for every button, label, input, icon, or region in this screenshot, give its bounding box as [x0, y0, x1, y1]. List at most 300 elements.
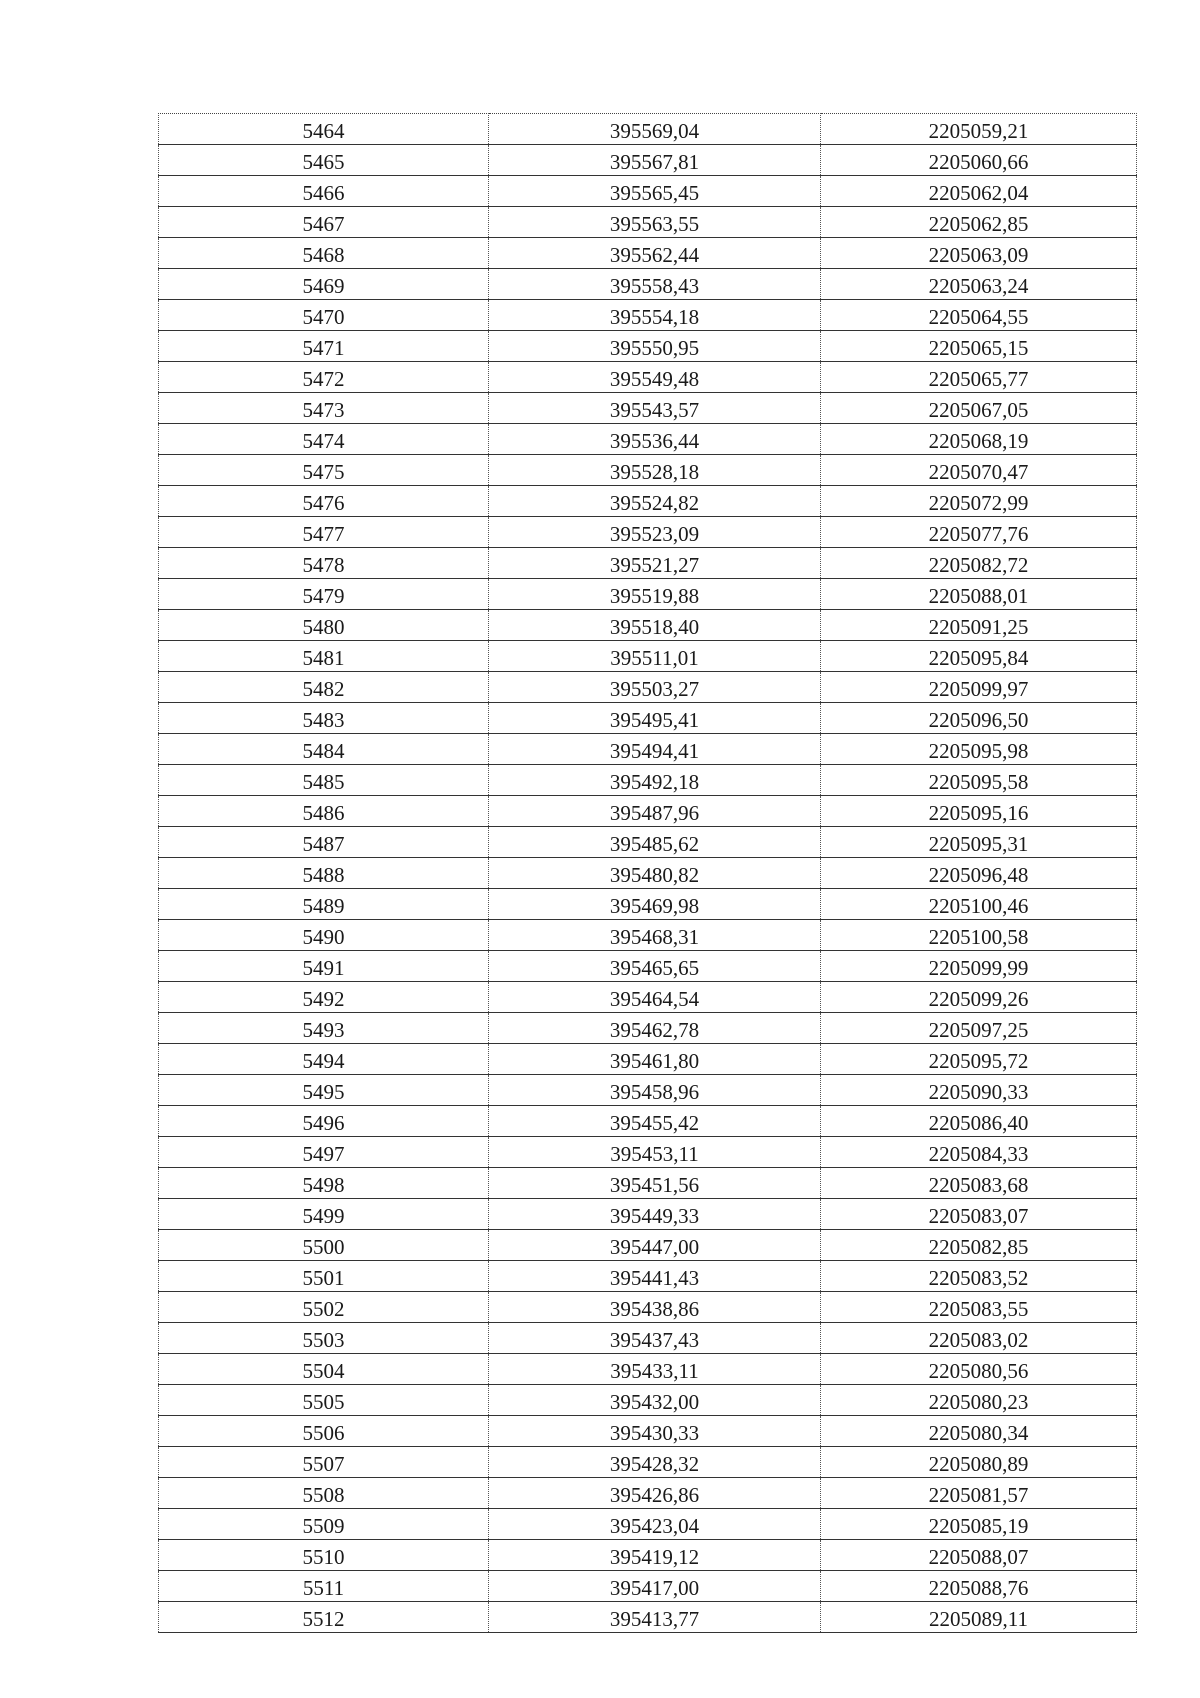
y-coordinate-cell	[821, 920, 1137, 951]
cell-value: 2205099,26	[928, 987, 1029, 1011]
x-coordinate-cell	[489, 1416, 821, 1447]
cell-value: 5511	[302, 1576, 345, 1600]
point-number-cell	[159, 331, 489, 362]
cell-value: 2205080,89	[928, 1452, 1029, 1476]
x-coordinate-cell	[489, 1478, 821, 1509]
x-coordinate-cell	[489, 765, 821, 796]
x-coordinate-cell	[489, 1168, 821, 1199]
coordinates-table	[158, 113, 1137, 1633]
y-coordinate-cell	[821, 579, 1137, 610]
cell-value: 5488	[302, 863, 345, 887]
cell-value: 395558,43	[609, 274, 700, 298]
table-row	[159, 1261, 1137, 1292]
cell-value: 2205072,99	[928, 491, 1029, 515]
point-number-cell	[159, 424, 489, 455]
cell-value: 395453,11	[610, 1142, 699, 1166]
cell-value: 2205083,07	[928, 1204, 1029, 1228]
cell-value: 5491	[302, 956, 345, 980]
cell-value: 5476	[302, 491, 345, 515]
cell-value: 395419,12	[609, 1545, 700, 1569]
y-coordinate-cell	[821, 672, 1137, 703]
x-coordinate-cell	[489, 238, 821, 269]
x-coordinate-cell	[489, 672, 821, 703]
cell-value: 395468,31	[609, 925, 700, 949]
point-number-cell	[159, 610, 489, 641]
cell-value: 395458,96	[609, 1080, 700, 1104]
cell-value: 395492,18	[609, 770, 700, 794]
y-coordinate-cell	[821, 486, 1137, 517]
y-coordinate-cell	[821, 207, 1137, 238]
table-row	[159, 1292, 1137, 1323]
cell-value: 2205096,50	[928, 708, 1029, 732]
point-number-cell	[159, 145, 489, 176]
point-number-cell	[159, 951, 489, 982]
point-number-cell	[159, 1168, 489, 1199]
y-coordinate-cell	[821, 176, 1137, 207]
cell-value: 395430,33	[609, 1421, 700, 1445]
point-number-cell	[159, 1292, 489, 1323]
x-coordinate-cell	[489, 734, 821, 765]
cell-value: 5510	[302, 1545, 345, 1569]
cell-value: 5495	[302, 1080, 345, 1104]
point-number-cell	[159, 1323, 489, 1354]
cell-value: 2205097,25	[928, 1018, 1029, 1042]
y-coordinate-cell	[821, 362, 1137, 393]
x-coordinate-cell	[489, 176, 821, 207]
y-coordinate-cell	[821, 424, 1137, 455]
cell-value: 2205082,85	[928, 1235, 1029, 1259]
cell-value: 5504	[302, 1359, 345, 1383]
x-coordinate-cell	[489, 486, 821, 517]
cell-value: 2205083,52	[928, 1266, 1029, 1290]
cell-value: 2205095,58	[928, 770, 1029, 794]
cell-value: 5464	[302, 119, 345, 143]
x-coordinate-cell	[489, 145, 821, 176]
cell-value: 395432,00	[609, 1390, 700, 1414]
y-coordinate-cell	[821, 1323, 1137, 1354]
table-row	[159, 796, 1137, 827]
point-number-cell	[159, 1137, 489, 1168]
x-coordinate-cell	[489, 269, 821, 300]
cell-value: 5483	[302, 708, 345, 732]
cell-value: 395536,44	[609, 429, 700, 453]
cell-value: 2205086,40	[928, 1111, 1029, 1135]
cell-value: 2205095,72	[928, 1049, 1029, 1073]
x-coordinate-cell	[489, 703, 821, 734]
y-coordinate-cell	[821, 517, 1137, 548]
cell-value: 5468	[302, 243, 345, 267]
cell-value: 2205095,98	[928, 739, 1029, 763]
cell-value: 395519,88	[609, 584, 700, 608]
x-coordinate-cell	[489, 114, 821, 145]
cell-value: 2205091,25	[928, 615, 1029, 639]
cell-value: 395480,82	[609, 863, 700, 887]
cell-value: 395449,33	[609, 1204, 700, 1228]
cell-value: 5501	[302, 1266, 345, 1290]
x-coordinate-cell	[489, 1013, 821, 1044]
point-number-cell	[159, 858, 489, 889]
point-number-cell	[159, 114, 489, 145]
table-row	[159, 114, 1137, 145]
cell-value: 5497	[302, 1142, 345, 1166]
cell-value: 5481	[302, 646, 345, 670]
cell-value: 395550,95	[609, 336, 700, 360]
table-row	[159, 982, 1137, 1013]
point-number-cell	[159, 300, 489, 331]
point-number-cell	[159, 517, 489, 548]
table-row	[159, 455, 1137, 486]
cell-value: 395528,18	[609, 460, 700, 484]
point-number-cell	[159, 1385, 489, 1416]
table-row	[159, 920, 1137, 951]
cell-value: 5482	[302, 677, 345, 701]
table-row	[159, 1044, 1137, 1075]
cell-value: 2205083,68	[928, 1173, 1029, 1197]
y-coordinate-cell	[821, 1199, 1137, 1230]
x-coordinate-cell	[489, 579, 821, 610]
point-number-cell	[159, 920, 489, 951]
cell-value: 395413,77	[609, 1607, 700, 1631]
point-number-cell	[159, 486, 489, 517]
point-number-cell	[159, 703, 489, 734]
cell-value: 395438,86	[609, 1297, 700, 1321]
y-coordinate-cell	[821, 1137, 1137, 1168]
y-coordinate-cell	[821, 610, 1137, 641]
cell-value: 395417,00	[609, 1576, 700, 1600]
x-coordinate-cell	[489, 207, 821, 238]
x-coordinate-cell	[489, 548, 821, 579]
cell-value: 2205077,76	[928, 522, 1029, 546]
y-coordinate-cell	[821, 765, 1137, 796]
y-coordinate-cell	[821, 1509, 1137, 1540]
cell-value: 2205099,99	[928, 956, 1029, 980]
table-row	[159, 765, 1137, 796]
point-number-cell	[159, 734, 489, 765]
cell-value: 5512	[302, 1607, 345, 1631]
cell-value: 5503	[302, 1328, 345, 1352]
y-coordinate-cell	[821, 269, 1137, 300]
point-number-cell	[159, 889, 489, 920]
cell-value: 2205095,16	[928, 801, 1029, 825]
cell-value: 2205099,97	[928, 677, 1029, 701]
cell-value: 2205082,72	[928, 553, 1029, 577]
cell-value: 395549,48	[609, 367, 700, 391]
cell-value: 5472	[302, 367, 345, 391]
point-number-cell	[159, 238, 489, 269]
cell-value: 5465	[302, 150, 345, 174]
cell-value: 395462,78	[609, 1018, 700, 1042]
table-row	[159, 1168, 1137, 1199]
y-coordinate-cell	[821, 1571, 1137, 1602]
x-coordinate-cell	[489, 1447, 821, 1478]
table-row	[159, 1013, 1137, 1044]
table-row	[159, 145, 1137, 176]
cell-value: 5499	[302, 1204, 345, 1228]
table-row	[159, 827, 1137, 858]
cell-value: 5489	[302, 894, 345, 918]
point-number-cell	[159, 1602, 489, 1633]
x-coordinate-cell	[489, 1137, 821, 1168]
cell-value: 5480	[302, 615, 345, 639]
cell-value: 5477	[302, 522, 345, 546]
table-row	[159, 1602, 1137, 1633]
cell-value: 5473	[302, 398, 345, 422]
table-row	[159, 858, 1137, 889]
cell-value: 395487,96	[609, 801, 700, 825]
cell-value: 395423,04	[609, 1514, 700, 1538]
cell-value: 2205068,19	[928, 429, 1029, 453]
cell-value: 395494,41	[609, 739, 700, 763]
cell-value: 395464,54	[609, 987, 700, 1011]
cell-value: 2205081,57	[928, 1483, 1029, 1507]
y-coordinate-cell	[821, 982, 1137, 1013]
table-row	[159, 1106, 1137, 1137]
cell-value: 5486	[302, 801, 345, 825]
point-number-cell	[159, 393, 489, 424]
cell-value: 5487	[302, 832, 345, 856]
cell-value: 395543,57	[609, 398, 700, 422]
table-row	[159, 1447, 1137, 1478]
cell-value: 395524,82	[609, 491, 700, 515]
y-coordinate-cell	[821, 393, 1137, 424]
cell-value: 2205088,01	[928, 584, 1029, 608]
table-row	[159, 1540, 1137, 1571]
cell-value: 5507	[302, 1452, 345, 1476]
point-number-cell	[159, 455, 489, 486]
cell-value: 5490	[302, 925, 345, 949]
table-row	[159, 331, 1137, 362]
point-number-cell	[159, 827, 489, 858]
table-row	[159, 1199, 1137, 1230]
point-number-cell	[159, 1447, 489, 1478]
table-row	[159, 889, 1137, 920]
cell-value: 395567,81	[609, 150, 700, 174]
cell-value: 2205088,07	[928, 1545, 1029, 1569]
cell-value: 2205083,02	[928, 1328, 1029, 1352]
cell-value: 5508	[302, 1483, 345, 1507]
y-coordinate-cell	[821, 1602, 1137, 1633]
point-number-cell	[159, 1354, 489, 1385]
cell-value: 5500	[302, 1235, 345, 1259]
cell-value: 5467	[302, 212, 345, 236]
point-number-cell	[159, 982, 489, 1013]
cell-value: 2205096,48	[928, 863, 1029, 887]
cell-value: 2205095,31	[928, 832, 1029, 856]
y-coordinate-cell	[821, 1292, 1137, 1323]
point-number-cell	[159, 641, 489, 672]
x-coordinate-cell	[489, 1261, 821, 1292]
x-coordinate-cell	[489, 920, 821, 951]
y-coordinate-cell	[821, 1261, 1137, 1292]
x-coordinate-cell	[489, 982, 821, 1013]
cell-value: 395455,42	[609, 1111, 700, 1135]
cell-value: 2205100,46	[928, 894, 1029, 918]
table-row	[159, 269, 1137, 300]
x-coordinate-cell	[489, 1075, 821, 1106]
x-coordinate-cell	[489, 424, 821, 455]
x-coordinate-cell	[489, 1199, 821, 1230]
y-coordinate-cell	[821, 951, 1137, 982]
point-number-cell	[159, 269, 489, 300]
cell-value: 5498	[302, 1173, 345, 1197]
cell-value: 5494	[302, 1049, 345, 1073]
point-number-cell	[159, 1013, 489, 1044]
y-coordinate-cell	[821, 1230, 1137, 1261]
cell-value: 395518,40	[609, 615, 700, 639]
x-coordinate-cell	[489, 641, 821, 672]
x-coordinate-cell	[489, 827, 821, 858]
point-number-cell	[159, 207, 489, 238]
cell-value: 395569,04	[609, 119, 700, 143]
x-coordinate-cell	[489, 1571, 821, 1602]
cell-value: 2205084,33	[928, 1142, 1029, 1166]
x-coordinate-cell	[489, 610, 821, 641]
table-row	[159, 1509, 1137, 1540]
y-coordinate-cell	[821, 827, 1137, 858]
cell-value: 2205059,21	[928, 119, 1029, 143]
cell-value: 5478	[302, 553, 345, 577]
y-coordinate-cell	[821, 1354, 1137, 1385]
point-number-cell	[159, 1540, 489, 1571]
table-row	[159, 238, 1137, 269]
cell-value: 2205067,05	[928, 398, 1029, 422]
cell-value: 395565,45	[609, 181, 700, 205]
cell-value: 2205100,58	[928, 925, 1029, 949]
point-number-cell	[159, 1106, 489, 1137]
cell-value: 2205090,33	[928, 1080, 1029, 1104]
table-row	[159, 734, 1137, 765]
y-coordinate-cell	[821, 331, 1137, 362]
cell-value: 2205063,09	[928, 243, 1029, 267]
cell-value: 2205088,76	[928, 1576, 1029, 1600]
table-row	[159, 641, 1137, 672]
x-coordinate-cell	[489, 362, 821, 393]
cell-value: 5474	[302, 429, 345, 453]
x-coordinate-cell	[489, 393, 821, 424]
point-number-cell	[159, 1509, 489, 1540]
cell-value: 395441,43	[609, 1266, 700, 1290]
cell-value: 2205080,23	[928, 1390, 1029, 1414]
cell-value: 5475	[302, 460, 345, 484]
table-row	[159, 1571, 1137, 1602]
point-number-cell	[159, 1416, 489, 1447]
table-row	[159, 579, 1137, 610]
cell-value: 395433,11	[610, 1359, 699, 1383]
y-coordinate-cell	[821, 114, 1137, 145]
x-coordinate-cell	[489, 858, 821, 889]
coordinates-table-body	[159, 114, 1137, 1633]
y-coordinate-cell	[821, 1447, 1137, 1478]
point-number-cell	[159, 1478, 489, 1509]
cell-value: 2205080,34	[928, 1421, 1029, 1445]
cell-value: 5466	[302, 181, 345, 205]
point-number-cell	[159, 1571, 489, 1602]
x-coordinate-cell	[489, 796, 821, 827]
x-coordinate-cell	[489, 1044, 821, 1075]
table-row	[159, 1354, 1137, 1385]
cell-value: 5496	[302, 1111, 345, 1135]
table-row	[159, 176, 1137, 207]
table-row	[159, 1478, 1137, 1509]
cell-value: 395563,55	[609, 212, 700, 236]
y-coordinate-cell	[821, 1106, 1137, 1137]
x-coordinate-cell	[489, 889, 821, 920]
cell-value: 395523,09	[609, 522, 700, 546]
point-number-cell	[159, 672, 489, 703]
y-coordinate-cell	[821, 1013, 1137, 1044]
cell-value: 2205065,77	[928, 367, 1029, 391]
x-coordinate-cell	[489, 1230, 821, 1261]
cell-value: 395461,80	[609, 1049, 700, 1073]
x-coordinate-cell	[489, 1354, 821, 1385]
table-row	[159, 424, 1137, 455]
cell-value: 5506	[302, 1421, 345, 1445]
y-coordinate-cell	[821, 548, 1137, 579]
y-coordinate-cell	[821, 858, 1137, 889]
x-coordinate-cell	[489, 331, 821, 362]
x-coordinate-cell	[489, 1385, 821, 1416]
y-coordinate-cell	[821, 238, 1137, 269]
cell-value: 5471	[302, 336, 345, 360]
x-coordinate-cell	[489, 1106, 821, 1137]
cell-value: 395521,27	[609, 553, 700, 577]
x-coordinate-cell	[489, 1292, 821, 1323]
table-row	[159, 1385, 1137, 1416]
y-coordinate-cell	[821, 1385, 1137, 1416]
cell-value: 395426,86	[609, 1483, 700, 1507]
table-row	[159, 1075, 1137, 1106]
cell-value: 395503,27	[609, 677, 700, 701]
point-number-cell	[159, 548, 489, 579]
y-coordinate-cell	[821, 455, 1137, 486]
cell-value: 2205064,55	[928, 305, 1029, 329]
cell-value: 2205083,55	[928, 1297, 1029, 1321]
x-coordinate-cell	[489, 517, 821, 548]
y-coordinate-cell	[821, 1416, 1137, 1447]
y-coordinate-cell	[821, 734, 1137, 765]
cell-value: 5479	[302, 584, 345, 608]
table-row	[159, 672, 1137, 703]
point-number-cell	[159, 176, 489, 207]
y-coordinate-cell	[821, 703, 1137, 734]
y-coordinate-cell	[821, 1540, 1137, 1571]
x-coordinate-cell	[489, 1323, 821, 1354]
cell-value: 395447,00	[609, 1235, 700, 1259]
point-number-cell	[159, 765, 489, 796]
point-number-cell	[159, 1075, 489, 1106]
point-number-cell	[159, 362, 489, 393]
cell-value: 5493	[302, 1018, 345, 1042]
y-coordinate-cell	[821, 300, 1137, 331]
cell-value: 2205070,47	[928, 460, 1029, 484]
cell-value: 395554,18	[609, 305, 700, 329]
x-coordinate-cell	[489, 1509, 821, 1540]
cell-value: 5469	[302, 274, 345, 298]
table-row	[159, 393, 1137, 424]
table-row	[159, 951, 1137, 982]
point-number-cell	[159, 1044, 489, 1075]
y-coordinate-cell	[821, 641, 1137, 672]
cell-value: 2205089,11	[929, 1607, 1028, 1631]
cell-value: 2205085,19	[928, 1514, 1029, 1538]
cell-value: 395428,32	[609, 1452, 700, 1476]
y-coordinate-cell	[821, 145, 1137, 176]
point-number-cell	[159, 1230, 489, 1261]
cell-value: 2205062,85	[928, 212, 1029, 236]
point-number-cell	[159, 1261, 489, 1292]
table-row	[159, 1416, 1137, 1447]
x-coordinate-cell	[489, 455, 821, 486]
